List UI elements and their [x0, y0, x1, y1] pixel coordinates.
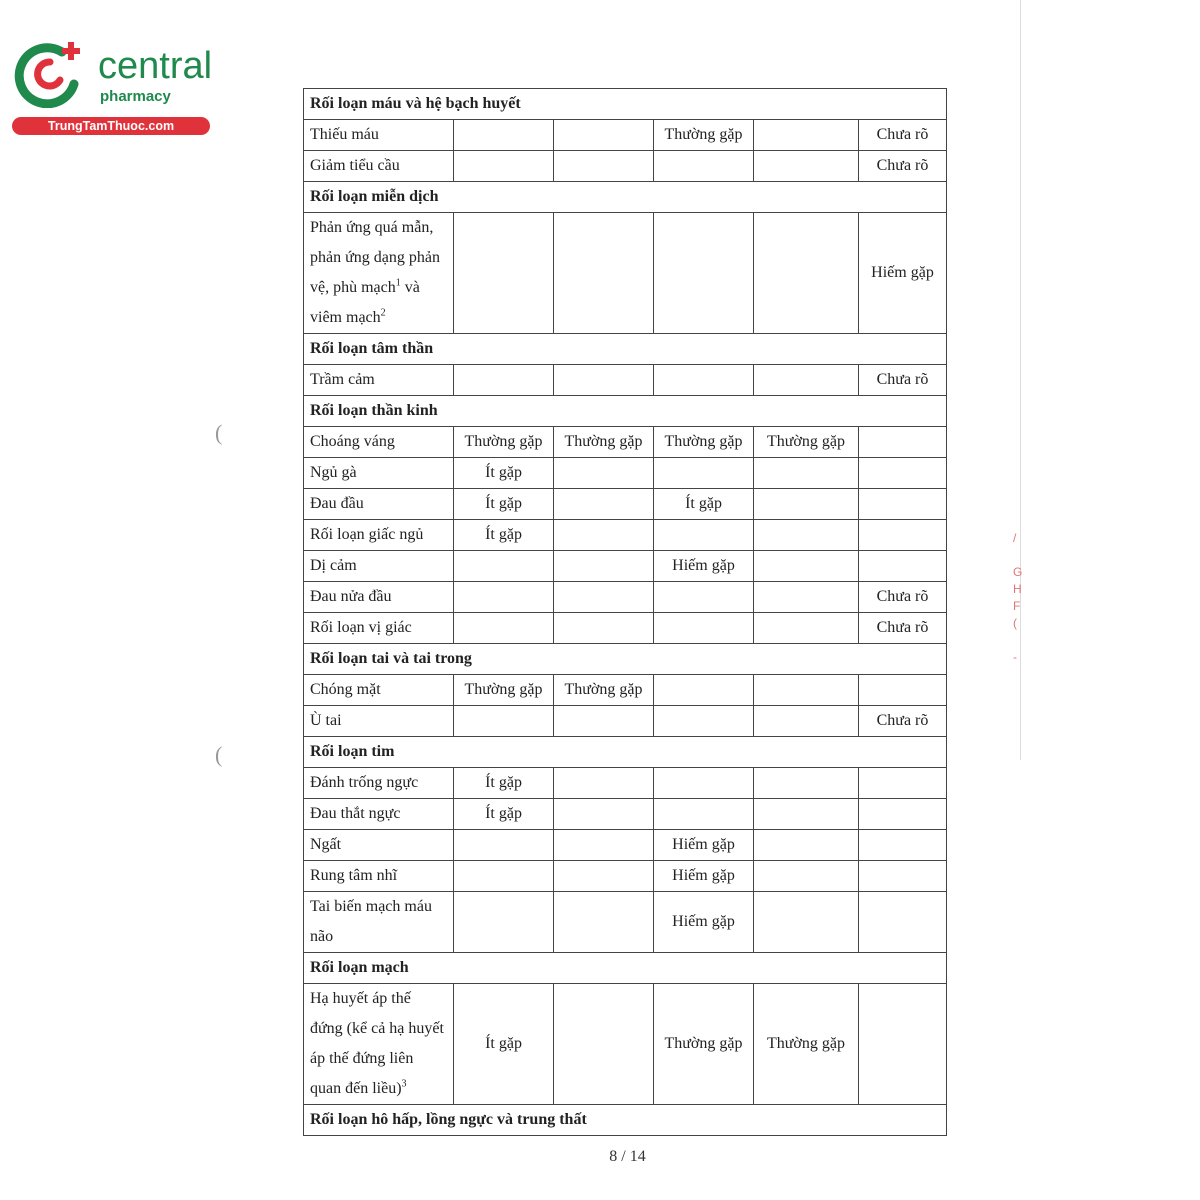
frequency-cell	[554, 551, 654, 582]
section-header-row	[304, 737, 947, 768]
hole-punch-mark: (	[215, 742, 223, 767]
reaction-name: Ù tai	[304, 706, 454, 737]
section-title: Rối loạn tim	[304, 737, 947, 768]
frequency-cell: Chưa rõ	[859, 365, 947, 396]
table-row	[304, 520, 947, 551]
frequency-cell	[654, 799, 754, 830]
frequency-cell	[554, 984, 654, 1105]
frequency-cell: Ít gặp	[454, 489, 554, 520]
frequency-cell	[754, 520, 859, 551]
frequency-cell	[554, 706, 654, 737]
table-row	[304, 151, 947, 182]
frequency-cell	[554, 799, 654, 830]
section-title: Rối loạn tâm thần	[304, 334, 947, 365]
section-header-row	[304, 1105, 947, 1136]
reaction-name: Đau nửa đầu	[304, 582, 454, 613]
frequency-cell	[454, 830, 554, 861]
reaction-name: Trầm cảm	[304, 365, 454, 396]
section-header-row	[304, 89, 947, 120]
frequency-cell: Ít gặp	[454, 984, 554, 1105]
table-row	[304, 675, 947, 706]
section-header-row	[304, 334, 947, 365]
table-row	[304, 551, 947, 582]
frequency-cell	[754, 892, 859, 953]
frequency-cell	[454, 120, 554, 151]
frequency-cell: Thường gặp	[654, 120, 754, 151]
reaction-name: Phản ứng quá mẫn, phản ứng dạng phản vệ, phù mạch$^1$ và viêm mạch$^2$	[304, 213, 454, 334]
frequency-cell	[554, 768, 654, 799]
frequency-cell	[754, 151, 859, 182]
logo-url-badge[interactable]: TrungTamThuoc.com	[12, 117, 210, 135]
frequency-cell	[754, 706, 859, 737]
frequency-cell	[654, 768, 754, 799]
frequency-cell	[859, 427, 947, 458]
frequency-cell	[859, 675, 947, 706]
frequency-cell	[554, 830, 654, 861]
reaction-name: Hạ huyết áp thế đứng (kể cả hạ huyết áp thế đứng liên quan đến liều)$^3$	[304, 984, 454, 1105]
reaction-name: Thiếu máu	[304, 120, 454, 151]
frequency-cell: Thường gặp	[754, 427, 859, 458]
frequency-cell	[859, 458, 947, 489]
page-number: 8 / 14	[609, 1148, 646, 1165]
frequency-cell	[454, 613, 554, 644]
frequency-cell	[754, 365, 859, 396]
frequency-cell	[859, 861, 947, 892]
frequency-cell	[859, 892, 947, 953]
table-row	[304, 830, 947, 861]
reaction-name: Đau thắt ngực	[304, 799, 454, 830]
frequency-cell	[754, 551, 859, 582]
table-row	[304, 582, 947, 613]
frequency-cell	[454, 551, 554, 582]
table-row	[304, 458, 947, 489]
logo-wordmark: central	[98, 45, 213, 87]
reaction-name: Giảm tiểu cầu	[304, 151, 454, 182]
frequency-cell	[454, 861, 554, 892]
reaction-name: Tai biến mạch máu não	[304, 892, 454, 953]
section-header-row	[304, 182, 947, 213]
table-row	[304, 799, 947, 830]
frequency-cell	[554, 520, 654, 551]
frequency-cell: Chưa rõ	[859, 151, 947, 182]
table-row	[304, 613, 947, 644]
reaction-name: Đánh trống ngực	[304, 768, 454, 799]
frequency-cell	[754, 799, 859, 830]
stamp-fragment: / G H F ( -	[1013, 531, 1023, 664]
frequency-cell	[859, 799, 947, 830]
frequency-cell: Thường gặp	[654, 427, 754, 458]
frequency-cell: Chưa rõ	[859, 706, 947, 737]
frequency-cell	[554, 458, 654, 489]
frequency-cell	[754, 120, 859, 151]
frequency-cell: Chưa rõ	[859, 582, 947, 613]
frequency-cell	[454, 706, 554, 737]
footnote-ref: 3	[401, 1078, 407, 1090]
frequency-cell	[654, 675, 754, 706]
frequency-cell	[554, 120, 654, 151]
table-row	[304, 120, 947, 151]
frequency-cell	[754, 489, 859, 520]
frequency-cell: Chưa rõ	[859, 120, 947, 151]
frequency-cell	[554, 861, 654, 892]
frequency-cell: Thường gặp	[554, 427, 654, 458]
table-row	[304, 427, 947, 458]
frequency-cell	[654, 706, 754, 737]
section-title: Rối loạn thần kinh	[304, 396, 947, 427]
hole-punch-mark: (	[215, 420, 223, 445]
reaction-name: Ngủ gà	[304, 458, 454, 489]
frequency-cell	[859, 984, 947, 1105]
frequency-cell	[654, 582, 754, 613]
frequency-cell	[654, 365, 754, 396]
reaction-name: Rối loạn giấc ngủ	[304, 520, 454, 551]
frequency-cell	[454, 365, 554, 396]
section-title: Rối loạn máu và hệ bạch huyết	[304, 89, 947, 120]
reaction-name: Rối loạn vị giác	[304, 613, 454, 644]
table-row	[304, 213, 947, 334]
section-title: Rối loạn miễn dịch	[304, 182, 947, 213]
table-row	[304, 984, 947, 1105]
frequency-cell: Ít gặp	[454, 799, 554, 830]
frequency-cell	[554, 365, 654, 396]
section-title: Rối loạn mạch	[304, 953, 947, 984]
frequency-cell	[859, 768, 947, 799]
frequency-cell: Thường gặp	[454, 675, 554, 706]
frequency-cell: Thường gặp	[754, 984, 859, 1105]
section-header-row	[304, 953, 947, 984]
frequency-cell	[859, 830, 947, 861]
frequency-cell	[859, 520, 947, 551]
frequency-cell: Hiếm gặp	[654, 830, 754, 861]
reaction-name: Đau đầu	[304, 489, 454, 520]
frequency-cell	[754, 582, 859, 613]
frequency-cell	[754, 768, 859, 799]
frequency-cell: Thường gặp	[554, 675, 654, 706]
frequency-cell	[454, 151, 554, 182]
frequency-cell	[754, 830, 859, 861]
frequency-cell: Hiếm gặp	[859, 213, 947, 334]
reaction-name: Choáng váng	[304, 427, 454, 458]
frequency-cell: Hiếm gặp	[654, 551, 754, 582]
frequency-cell	[554, 892, 654, 953]
frequency-cell	[654, 213, 754, 334]
frequency-cell	[754, 613, 859, 644]
table-row	[304, 706, 947, 737]
frequency-cell	[554, 489, 654, 520]
frequency-cell: Ít gặp	[454, 768, 554, 799]
frequency-cell	[554, 582, 654, 613]
footnote-ref: 2	[380, 307, 386, 319]
frequency-cell	[859, 489, 947, 520]
frequency-cell: Ít gặp	[654, 489, 754, 520]
reaction-name: Ngất	[304, 830, 454, 861]
section-title: Rối loạn hô hấp, lồng ngực và trung thất	[304, 1105, 947, 1136]
frequency-cell	[654, 613, 754, 644]
section-title: Rối loạn tai và tai trong	[304, 644, 947, 675]
section-header-row	[304, 644, 947, 675]
reaction-name: Rung tâm nhĩ	[304, 861, 454, 892]
frequency-cell	[554, 613, 654, 644]
reaction-name: Dị cảm	[304, 551, 454, 582]
frequency-cell	[654, 151, 754, 182]
frequency-cell	[454, 213, 554, 334]
frequency-cell	[454, 582, 554, 613]
reaction-name: Chóng mặt	[304, 675, 454, 706]
frequency-cell: Thường gặp	[654, 984, 754, 1105]
frequency-cell	[554, 213, 654, 334]
footnote-ref: 1	[395, 277, 401, 289]
table-row	[304, 861, 947, 892]
central-pharmacy-logo[interactable]	[10, 38, 215, 138]
frequency-cell	[554, 151, 654, 182]
frequency-cell: Hiếm gặp	[654, 861, 754, 892]
table-row	[304, 489, 947, 520]
frequency-cell: Hiếm gặp	[654, 892, 754, 953]
adverse-reactions-table	[303, 88, 947, 1136]
logo-subtitle: pharmacy	[100, 88, 171, 105]
pharmacy-cross-c-icon	[10, 38, 90, 108]
frequency-cell: Ít gặp	[454, 520, 554, 551]
frequency-cell	[754, 675, 859, 706]
table-row	[304, 365, 947, 396]
frequency-cell	[754, 458, 859, 489]
table-row	[304, 892, 947, 953]
frequency-cell	[754, 213, 859, 334]
table-row	[304, 768, 947, 799]
frequency-cell	[754, 861, 859, 892]
frequency-cell: Thường gặp	[454, 427, 554, 458]
frequency-cell	[654, 458, 754, 489]
frequency-cell	[454, 892, 554, 953]
section-header-row	[304, 396, 947, 427]
frequency-cell: Chưa rõ	[859, 613, 947, 644]
frequency-cell	[654, 520, 754, 551]
frequency-cell	[859, 551, 947, 582]
frequency-cell: Ít gặp	[454, 458, 554, 489]
